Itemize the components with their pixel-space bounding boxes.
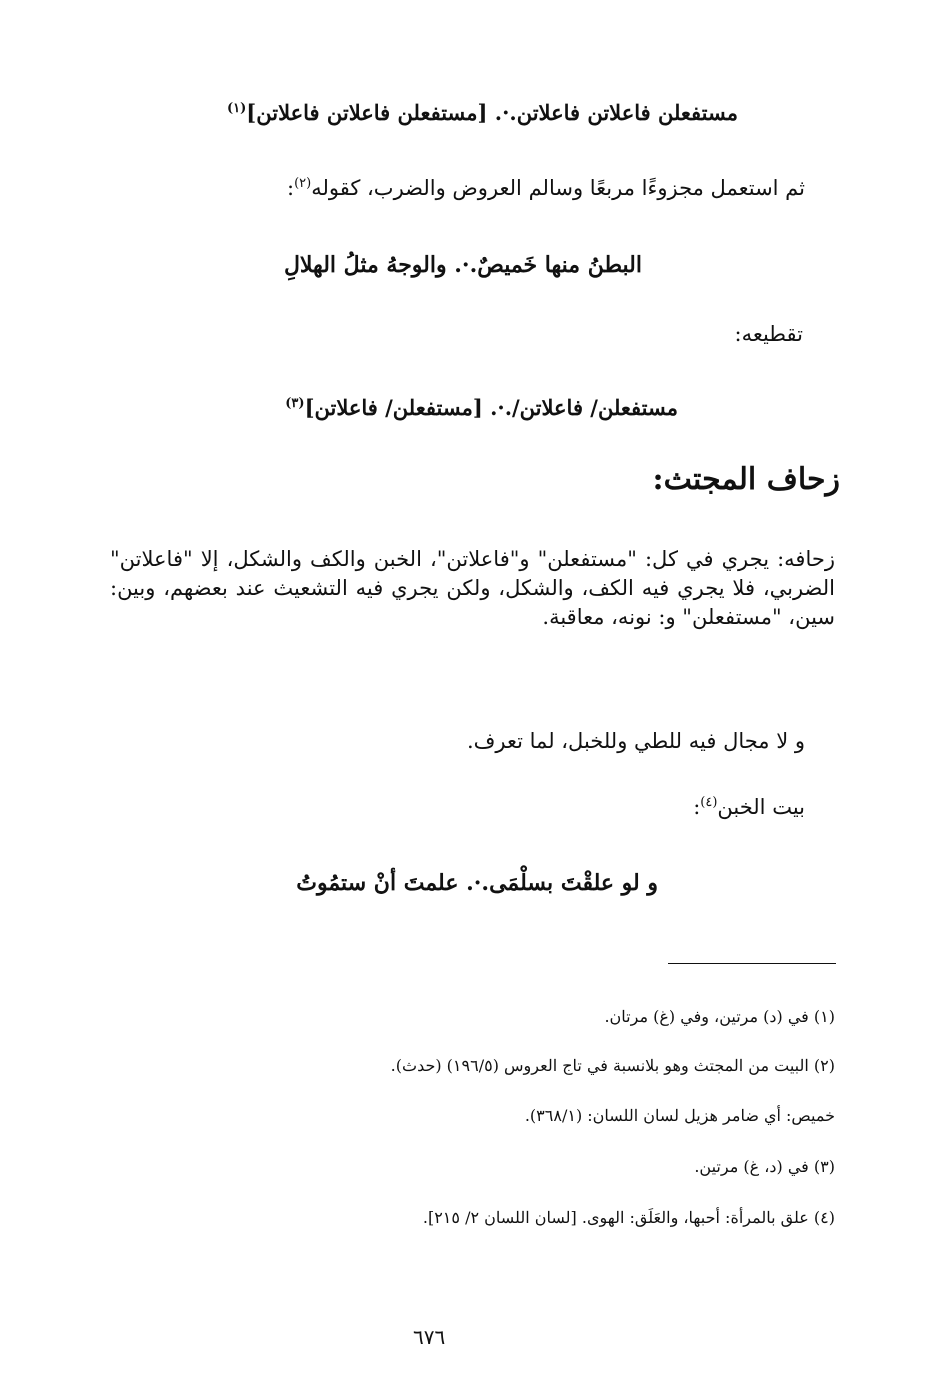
footnote-2-gloss: خميص: أي ضامر هزيل لسان اللسان: (٣٦٨/١). [524, 1106, 835, 1125]
scansion-label: تقطيعه: [734, 322, 803, 346]
intro-colon: : [287, 176, 295, 200]
footnote-ref-4: (٤) [700, 795, 718, 810]
footnote-4: (٤) علق بالمرأة: أحبها، والعَلَق: الهوى. [لسان اللسان ٢/ ٢١٥]. [422, 1208, 835, 1227]
scansion-text: مستفعلن/ فاعلاتن/.·. [مستفعلن/ فاعلاتن] [304, 395, 678, 420]
section-paragraph: زحافه: يجري في كل: "مستفعلن" و"فاعلاتن"، الخبن والكف والشكل، إلا "فاعلاتن" الضربي، فلا يجري فيه الكف، والشكل، ولكن يجري فيه التشعيث عند بعضهم، وبين: سين، "مستفعلن" و: نونه، معاقبة. [110, 547, 835, 629]
scansion-line [285, 395, 678, 420]
footnote-2: (٢) البيت من المجتث وهو بلانسبة في تاج العروس (١٩٦/٥) (حدث). [390, 1056, 835, 1075]
footnote-3: (٣) في (د، غ) مرتين. [694, 1157, 835, 1176]
khabn-colon: : [693, 795, 701, 819]
khabn-label-line [693, 795, 805, 820]
example-verse: البطنُ منها خَميصٌ.·. والوجهُ مثلُ الهلالِ [283, 252, 642, 278]
note-line: و لا مجال فيه للطي وللخبل، لما تعرف. [466, 729, 805, 753]
khabn-verse: و لو علقْتَ بسلْمَى.·. علمتَ أنْ ستمُوتُ [296, 870, 658, 896]
page-number: ٦٧٦ [413, 1325, 446, 1349]
verse-line-1 [227, 100, 738, 125]
footnote-ref-2: (٢) [294, 176, 312, 191]
footnote-ref-1: (١) [227, 101, 247, 116]
footnote-separator [668, 963, 836, 964]
intro-text: ثم استعمل مجزوءًا مربعًا وسالم العروض والضرب، كقوله [311, 176, 805, 200]
section-heading: زحاف المجتث: [652, 462, 840, 497]
footnote-ref-3: (٣) [285, 396, 305, 411]
intro-line [287, 176, 805, 201]
khabn-label: بيت الخبن [717, 795, 805, 819]
verse-line-1-text: مستفعلن فاعلاتن فاعلاتن.·. [مستفعلن فاعلاتن فاعلاتن] [246, 100, 738, 125]
footnote-1: (١) في (د) مرتين، وفي (غ) مرتان. [604, 1007, 835, 1026]
